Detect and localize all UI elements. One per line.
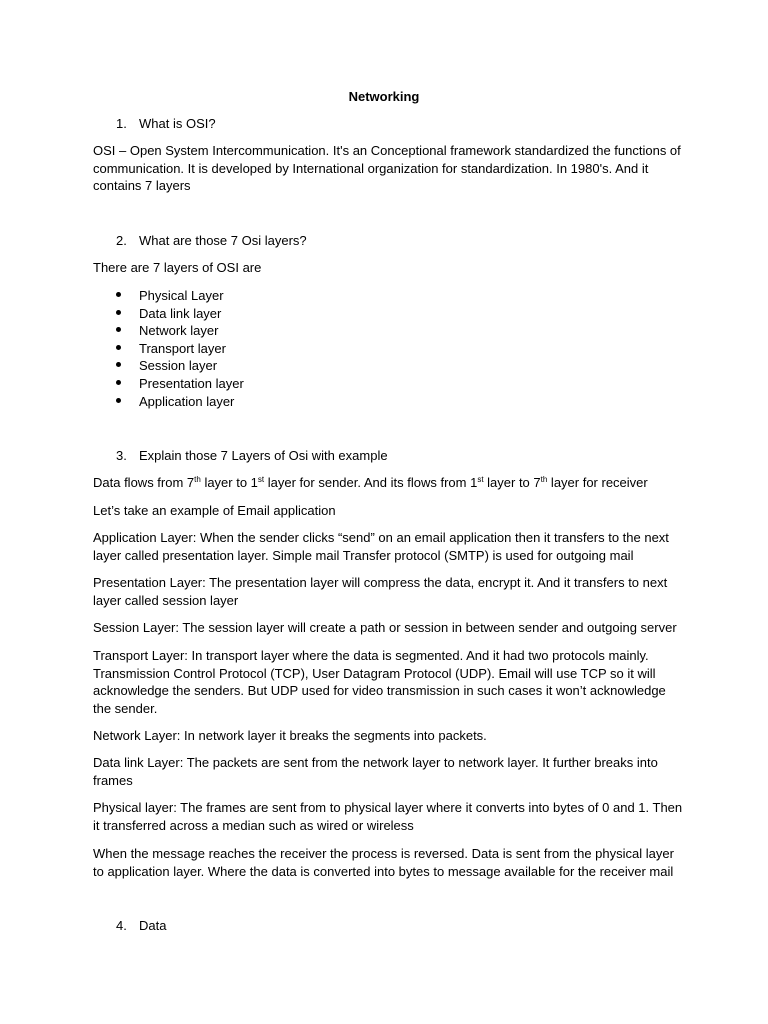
flow-superscript: th xyxy=(540,475,548,484)
presentation-layer-paragraph: Presentation Layer: The presentation layer will compress the data, encrypt it. And it transfers to next layer called session layer xyxy=(93,575,668,608)
layers-intro-paragraph: There are 7 layers of OSI are xyxy=(93,260,262,275)
question-3 xyxy=(116,447,388,465)
network-layer-paragraph: Network Layer: In network layer it breaks the segments into packets. xyxy=(93,728,487,743)
question-1-text: What is OSI? xyxy=(139,116,216,131)
list-item: Data link layer xyxy=(93,305,244,323)
flow-text: layer for receiver xyxy=(547,475,648,490)
question-2-number: 2. xyxy=(116,233,127,248)
session-layer-paragraph: Session Layer: The session layer will create a path or session in between sender and outgoing server xyxy=(93,620,677,635)
document-title: Networking xyxy=(348,89,420,104)
question-3-number: 3. xyxy=(116,448,127,463)
data-link-layer-paragraph: Data link Layer: The packets are sent from the network layer to network layer. It further breaks into frames xyxy=(93,755,658,788)
list-item: Application layer xyxy=(93,393,244,411)
question-1-number: 1. xyxy=(116,116,127,131)
example-intro-paragraph: Let’s take an example of Email application xyxy=(93,503,336,518)
flow-superscript: st xyxy=(257,475,265,484)
question-4-number: 4. xyxy=(116,918,127,933)
receiver-process-paragraph: When the message reaches the receiver the process is reversed. Data is sent from the physical layer to application layer. Where the data is converted into bytes to message available for the receiver mail xyxy=(93,846,674,879)
flow-text: Data flows from 7 xyxy=(93,475,195,490)
flow-text: layer for sender. And its flows from 1 xyxy=(264,475,478,490)
application-layer-paragraph: Application Layer: When the sender clicks “send” on an email application then it transfers to the next layer called presentation layer. Simple mail Transfer protocol (SMTP) is used for outgoing mail xyxy=(93,530,669,563)
list-item: Session layer xyxy=(93,357,244,375)
osi-layers-list xyxy=(93,287,244,410)
flow-superscript: st xyxy=(477,475,484,484)
question-2 xyxy=(116,232,307,250)
flow-superscript: th xyxy=(194,475,201,484)
question-4-text: Data xyxy=(139,918,167,933)
flow-text: layer to 7 xyxy=(483,475,541,490)
question-3-text: Explain those 7 Layers of Osi with example xyxy=(139,448,388,463)
list-item: Presentation layer xyxy=(93,375,244,393)
list-item: Transport layer xyxy=(93,340,244,358)
question-2-text: What are those 7 Osi layers? xyxy=(139,233,307,248)
data-flow-paragraph xyxy=(93,474,683,492)
list-item: Network layer xyxy=(93,322,244,340)
osi-definition-paragraph: OSI – Open System Intercommunication. It's an Conceptional framework standardized the functions of communication. It is developed by International organization for standardization. In 1980's. And it contains 7 layers xyxy=(93,143,681,194)
question-1 xyxy=(116,115,216,133)
list-item: Physical Layer xyxy=(93,287,244,305)
flow-text: layer to 1 xyxy=(200,475,258,490)
transport-layer-paragraph: Transport Layer: In transport layer where the data is segmented. And it had two protocols mainly. Transmission Control Protocol (TCP), User Datagram Protocol (UDP). Email will use TCP so it will acknowledge the senders. But UDP used for video transmission in such cases it won’t acknowledge the sender. xyxy=(93,648,666,716)
physical-layer-paragraph: Physical layer: The frames are sent from to physical layer where it converts into bytes of 0 and 1. Then it transferred across a median such as wired or wireless xyxy=(93,800,683,833)
question-4 xyxy=(116,917,166,935)
